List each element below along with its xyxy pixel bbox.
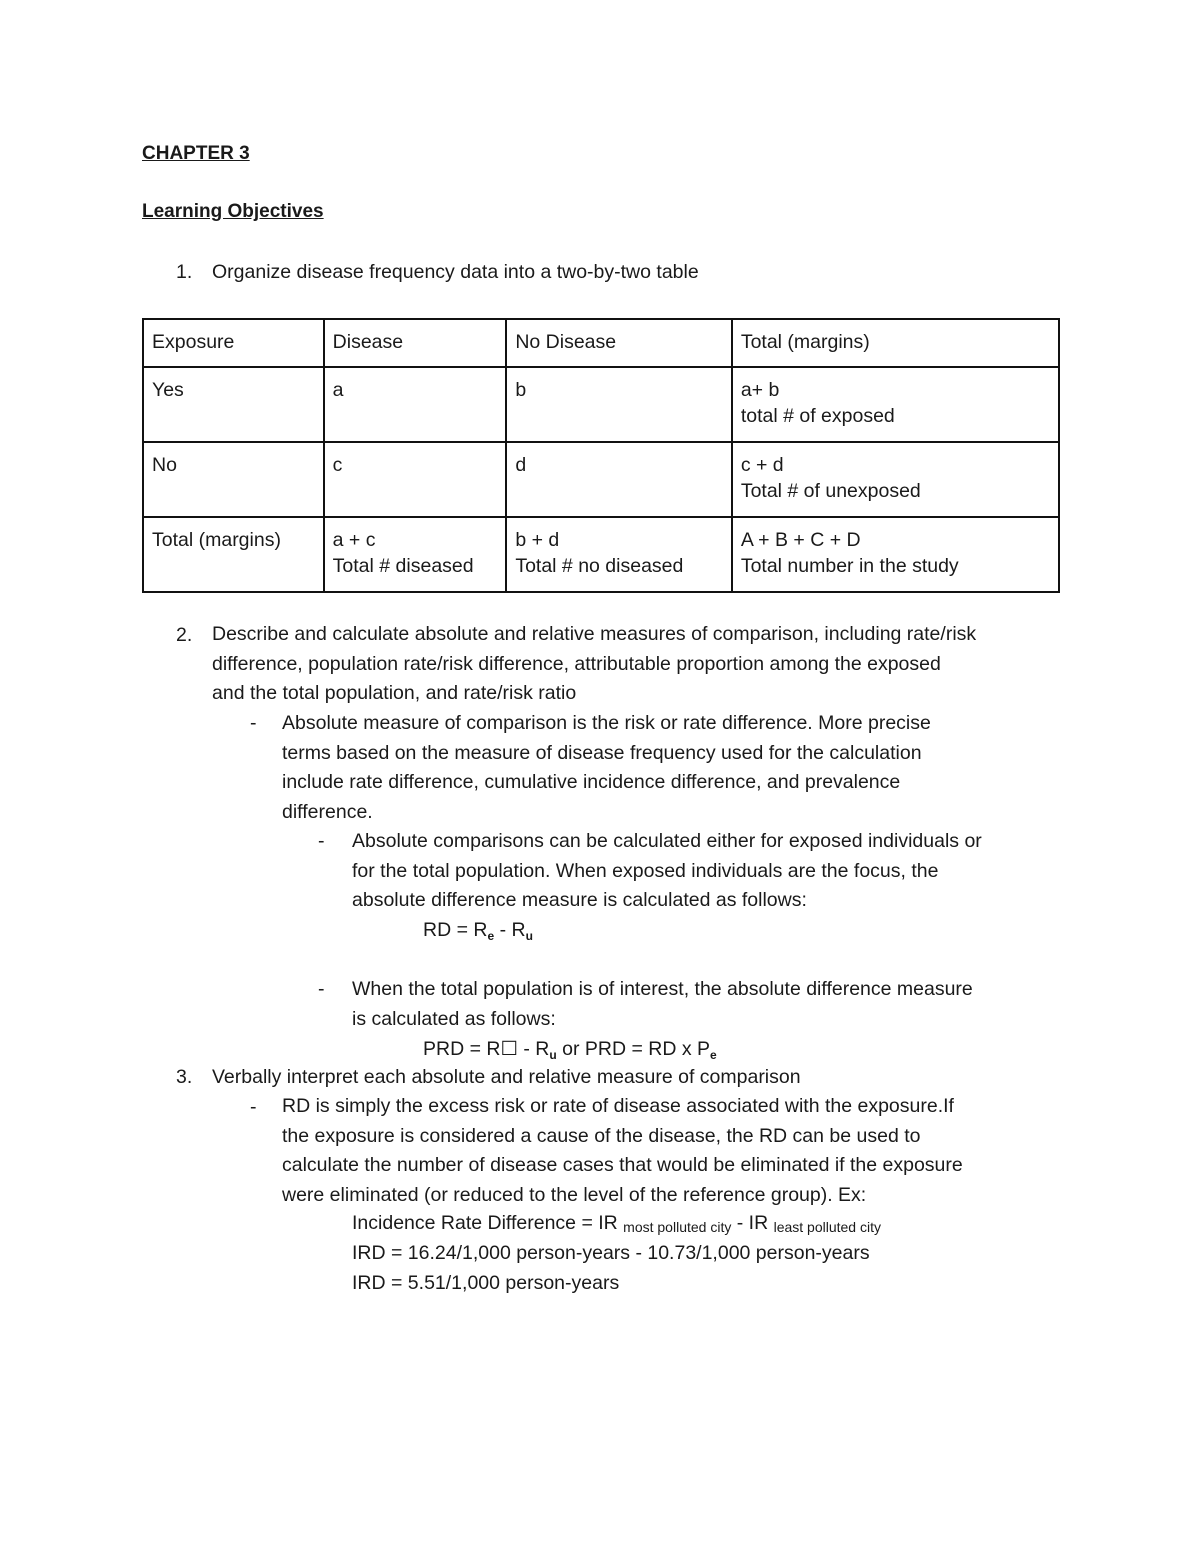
sub-bullet-text <box>352 827 982 916</box>
formula-subscript: e <box>710 1048 717 1062</box>
cell-line: Total number in the study <box>740 554 959 577</box>
table-header-cell: Exposure <box>143 319 324 367</box>
text-line: were eliminated (or reduced to the level of the reference group). Ex: <box>282 1183 867 1206</box>
bullet-dash: - <box>250 1096 257 1118</box>
formula-text: Incidence Rate Difference = IR <box>352 1212 624 1234</box>
table-cell <box>732 367 1059 442</box>
cell-line: a+ b <box>740 379 780 401</box>
table-row <box>143 367 1059 442</box>
two-by-two-table <box>142 318 1060 593</box>
table-header-cell: No Disease <box>506 319 731 367</box>
text-line: difference, population rate/risk difference, attributable proportion among the exposed <box>212 652 941 675</box>
sub-bullet-dash: - <box>318 830 325 852</box>
sub-bullet-text <box>352 975 973 1034</box>
text-line: Absolute comparisons can be calculated either for exposed individuals or <box>352 830 982 852</box>
table-cell: Total (margins) <box>143 517 324 592</box>
formula-subscript: e <box>487 929 495 943</box>
cell-line: b + d <box>515 529 560 551</box>
objective-3-number: 3. <box>176 1066 193 1088</box>
bullet-dash: - <box>250 712 257 734</box>
table-row <box>143 442 1059 517</box>
formula-text: PRD = R☐ - R <box>423 1038 550 1060</box>
cell-line: A + B + C + D <box>740 529 861 551</box>
table-cell: No <box>143 442 324 517</box>
table-header-cell: Total (margins) <box>732 319 1059 367</box>
text-line: and the total population, and rate/risk ratio <box>212 682 577 704</box>
objectives-heading: Learning Objectives <box>142 201 324 222</box>
table-cell <box>324 517 507 592</box>
formula-subscript: least polluted city <box>773 1219 881 1235</box>
objective-2-number: 2. <box>176 624 193 646</box>
formula-subscript: u <box>525 929 533 943</box>
text-line: Absolute measure of comparison is the risk or rate difference. More precise <box>282 712 931 734</box>
objective-1-number: 1. <box>176 261 193 283</box>
chapter-title: CHAPTER 3 <box>142 143 250 164</box>
example-ird-calculation: IRD = 16.24/1,000 person-years - 10.73/1,000 person-years <box>352 1242 870 1264</box>
cell-line: a + c <box>332 529 376 551</box>
bullet-text <box>282 709 931 827</box>
table-cell <box>506 517 731 592</box>
cell-line: total # of exposed <box>740 404 895 427</box>
formula-text: or PRD = RD x P <box>556 1038 711 1060</box>
example-ird-definition <box>352 1212 881 1235</box>
text-line: difference. <box>282 800 373 823</box>
text-line: for the total population. When exposed individuals are the focus, the <box>352 859 939 882</box>
table-cell <box>732 517 1059 592</box>
formula-subscript: u <box>549 1048 557 1062</box>
cell-line: c + d <box>740 454 784 476</box>
example-ird-result: IRD = 5.51/1,000 person-years <box>352 1272 620 1294</box>
table-cell: Yes <box>143 367 324 442</box>
cell-line: Total # of unexposed <box>740 479 921 502</box>
text-line: calculate the number of disease cases that would be eliminated if the exposure <box>282 1154 963 1176</box>
objective-2-text <box>212 620 976 709</box>
text-line: When the total population is of interest, the absolute difference measure <box>352 978 973 1000</box>
text-line: RD is simply the excess risk or rate of disease associated with the exposure.If <box>282 1095 954 1117</box>
text-line: Describe and calculate absolute and relative measures of comparison, including rate/risk <box>212 623 977 645</box>
objective-1-text: Organize disease frequency data into a two-by-two table <box>212 261 699 283</box>
bullet-text <box>282 1092 963 1210</box>
sub-bullet-dash: - <box>318 978 325 1000</box>
text-line: absolute difference measure is calculated as follows: <box>352 889 807 911</box>
formula-text: - IR <box>731 1212 774 1234</box>
table-header-cell: Disease <box>324 319 507 367</box>
cell-line: Total # diseased <box>332 554 474 577</box>
formula-prd <box>423 1037 717 1062</box>
formula-text: - R <box>494 919 526 941</box>
text-line: terms based on the measure of disease frequency used for the calculation <box>282 741 922 764</box>
table-cell <box>732 442 1059 517</box>
table-cell: a <box>324 367 507 442</box>
formula-text: RD = R <box>423 919 488 941</box>
cell-line: Total # no diseased <box>515 554 684 577</box>
table-header-row <box>143 319 1059 367</box>
formula-rd <box>423 919 533 943</box>
table-cell: d <box>506 442 731 517</box>
text-line: the exposure is considered a cause of the disease, the RD can be used to <box>282 1124 921 1147</box>
text-line: is calculated as follows: <box>352 1007 556 1030</box>
objective-3-text: Verbally interpret each absolute and relative measure of comparison <box>212 1066 801 1088</box>
table-cell: b <box>506 367 731 442</box>
table-row <box>143 517 1059 592</box>
formula-subscript: most polluted city <box>623 1219 732 1235</box>
text-line: include rate difference, cumulative incidence difference, and prevalence <box>282 771 901 793</box>
table-cell: c <box>324 442 507 517</box>
